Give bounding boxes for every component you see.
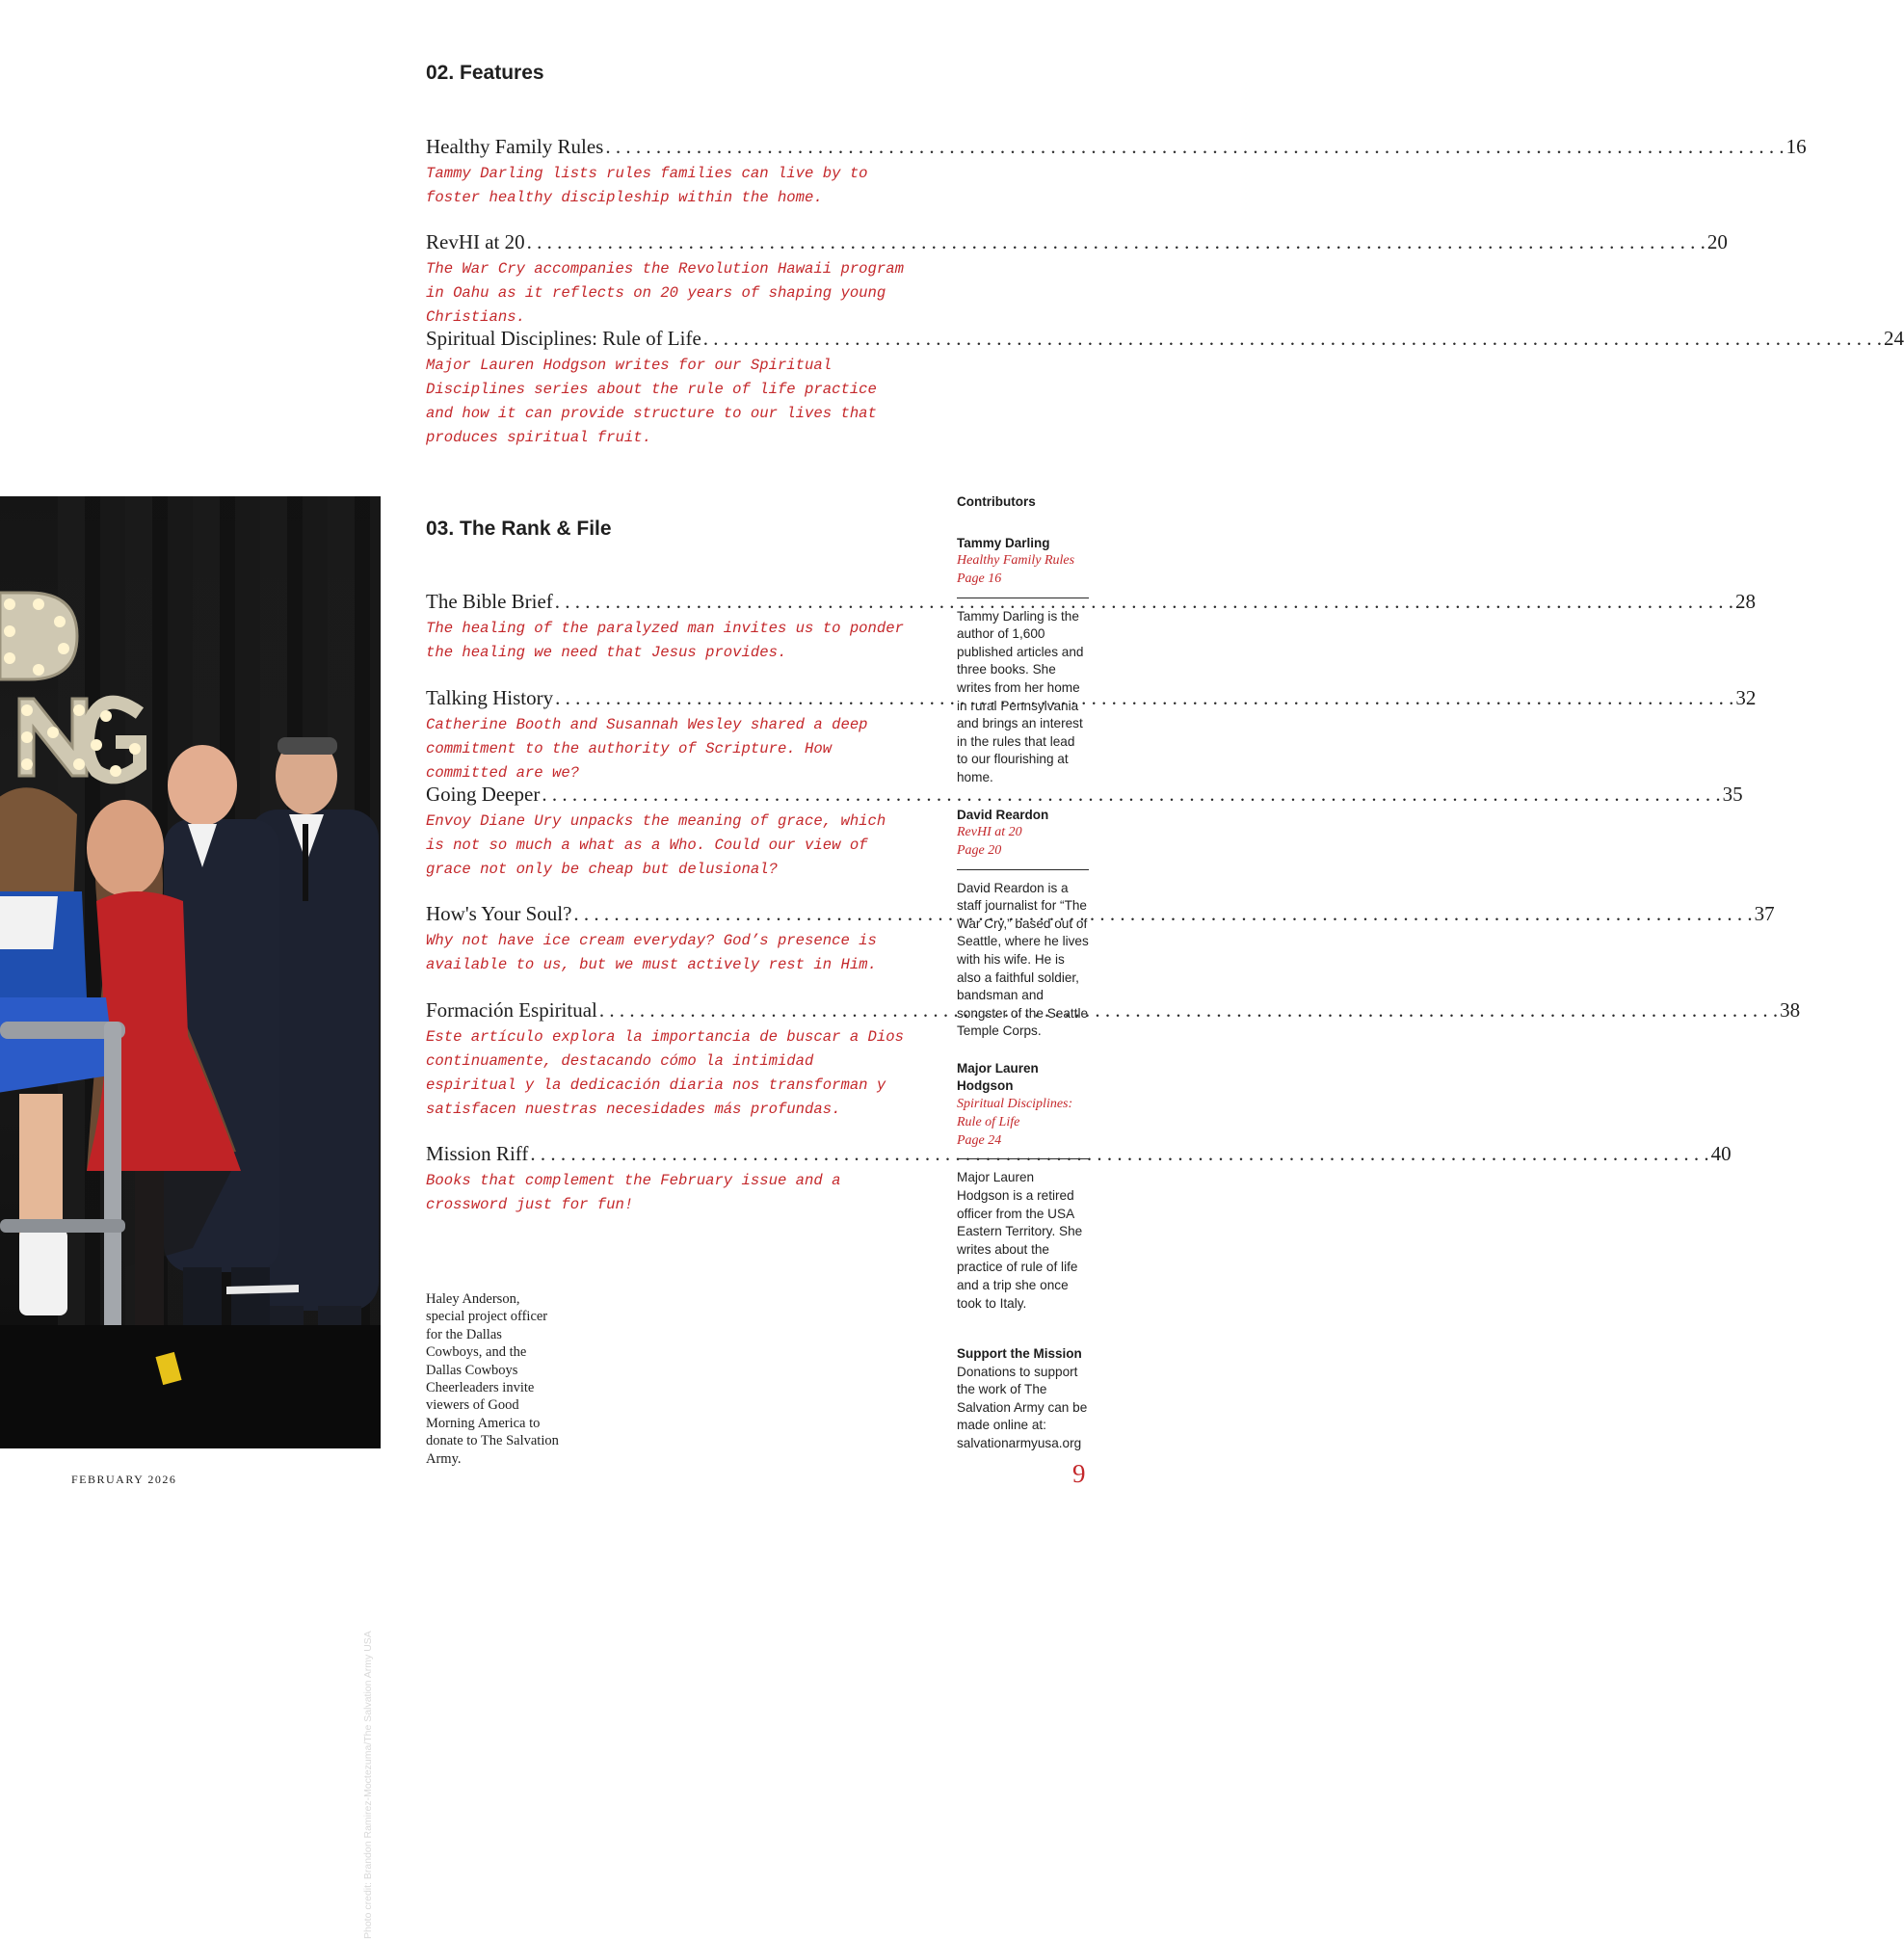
toc-entry-title: Spiritual Disciplines: Rule of Life [426,327,701,350]
toc-entry[interactable] [426,1141,1732,1217]
features-heading: 02. Features [426,62,544,84]
contributor-name: Major Lauren Hodgson [957,1060,1039,1094]
toc-page-number: 16 [1785,135,1807,158]
leader-dots [555,685,1733,710]
toc-page-number: 24 [1884,327,1904,350]
contributor-article[interactable]: Healthy Family Rules [957,553,1075,568]
contributor-card [957,807,1089,1041]
contributor-bio: David Reardon is a staff journalist for “The War Cry,” based out of Seattle, where he lives with his wife. He is also a faithful soldier, bandsman and songster of the Seattle Temple Corps. [957,880,1089,1039]
toc-entry-description: The War Cry accompanies the Revolution Hawaii program in Oahu as it reflects on 20 years of shaping young Christians. [426,260,904,326]
contributor-page: Page 20 [957,842,1002,858]
contributors-heading: Contributors [957,494,1036,509]
contributor-card [957,1060,1089,1313]
toc-page-number: 32 [1735,686,1757,709]
leader-dots [605,134,1784,159]
support-text[interactable]: Donations to support the work of The Salvation Army can be made online at: salvationarmyusa.org [957,1364,1088,1450]
toc-page-number: 40 [1710,1142,1732,1165]
toc-entry-description: Catherine Booth and Susannah Wesley shared a deep commitment to the authority of Scripture. How committed are we? [426,716,868,782]
support-mission-box [957,1345,1089,1452]
contributor-article[interactable]: RevHI at 20 [957,825,1022,840]
leader-dots [599,997,1778,1023]
toc-entry-title: Healthy Family Rules [426,135,604,158]
marquee-letters [0,593,141,777]
page-number: 9 [1072,1459,1086,1488]
contributor-card [957,535,1089,787]
toc-entry[interactable] [426,589,1757,665]
toc-entry[interactable] [426,901,1775,977]
toc-entry-description: Why not have ice cream everyday? God’s presence is available to us, but we must actively rest in Him. [426,932,877,973]
photo-scene [0,496,381,1448]
toc-entry-title: Formación Espiritual [426,998,597,1022]
toc-page-number: 37 [1754,902,1775,925]
toc-entry[interactable] [426,326,1904,450]
toc-page-number: 20 [1706,230,1728,253]
toc-entry-title: The Bible Brief [426,590,553,613]
leader-dots [530,1141,1708,1166]
toc-entry[interactable] [426,134,1807,210]
divider [957,869,1089,870]
toc-page-number: 35 [1722,783,1743,806]
toc-page-number: 38 [1780,998,1801,1022]
toc-entry-title: Talking History [426,686,554,709]
toc-entry-title: Going Deeper [426,783,541,806]
toc-entry-description: Major Lauren Hodgson writes for our Spiritual Disciplines series about the rule of life practice and how it can provide structure to our lives that produces spiritual fruit. [426,357,877,446]
toc-entry-description: Este artículo explora la importancia de buscar a Dios continuamente, destacando cómo la intimidad espiritual y la dedicación diaria nos transforman y satisfacen nuestras necesidades más profundas. [426,1028,904,1118]
toc-entry[interactable] [426,229,1728,330]
toc-entry-description: Envoy Diane Ury unpacks the meaning of grace, which is not so much a what as a Who. Could our view of grace not only be cheap but delusional? [426,812,886,878]
toc-entry-title: How's Your Soul? [426,902,572,925]
rank-file-heading: 03. The Rank & File [426,518,612,540]
divider [957,1158,1089,1159]
leader-dots [527,229,1706,254]
leader-dots [555,589,1733,614]
toc-entry-title: Mission Riff [426,1142,529,1165]
leader-dots [703,326,1882,351]
contributors-sidebar [957,493,1089,1313]
contributor-bio: Major Lauren Hodgson is a retired officer from the USA Eastern Territory. She writes about the practice of rule of life and a trip she once took to Italy. [957,1170,1083,1311]
contributor-article[interactable]: Spiritual Disciplines: Rule of Life [957,1096,1073,1129]
toc-entry-description: Tammy Darling lists rules families can live by to foster healthy discipleship within the home. [426,165,868,206]
photo-caption: Haley Anderson, special project officer for the Dallas Cowboys, and the Dallas Cowboys Cheerleaders invite viewers of Good Morning America to donate to The Salvation Army. [426,1291,559,1467]
leader-dots [573,901,1752,926]
issue-date: FEBRUARY 2026 [71,1473,177,1486]
toc-entry-description: Books that complement the February issue and a crossword just for fun! [426,1172,841,1213]
contributor-name: Tammy Darling [957,535,1050,550]
contributor-name: David Reardon [957,807,1049,822]
toc-page-number: 28 [1735,590,1757,613]
toc-entry-title: RevHI at 20 [426,230,525,253]
leader-dots [542,782,1720,807]
toc-entry-description: The healing of the paralyzed man invites us to ponder the healing we need that Jesus provides. [426,620,904,661]
contributor-page: Page 24 [957,1132,1002,1148]
photo-credit: Photo credit: Brandon Ramirez-Moctezuma/The Salvation Army USA [362,1631,374,1939]
contributor-page: Page 16 [957,571,1002,586]
support-heading: Support the Mission [957,1346,1082,1361]
contributor-bio: Tammy Darling is the author of 1,600 published articles and three books. She writes from her home in rural Pennsylvania and brings an interest in the rules that lead to our flourishing at home. [957,608,1084,784]
